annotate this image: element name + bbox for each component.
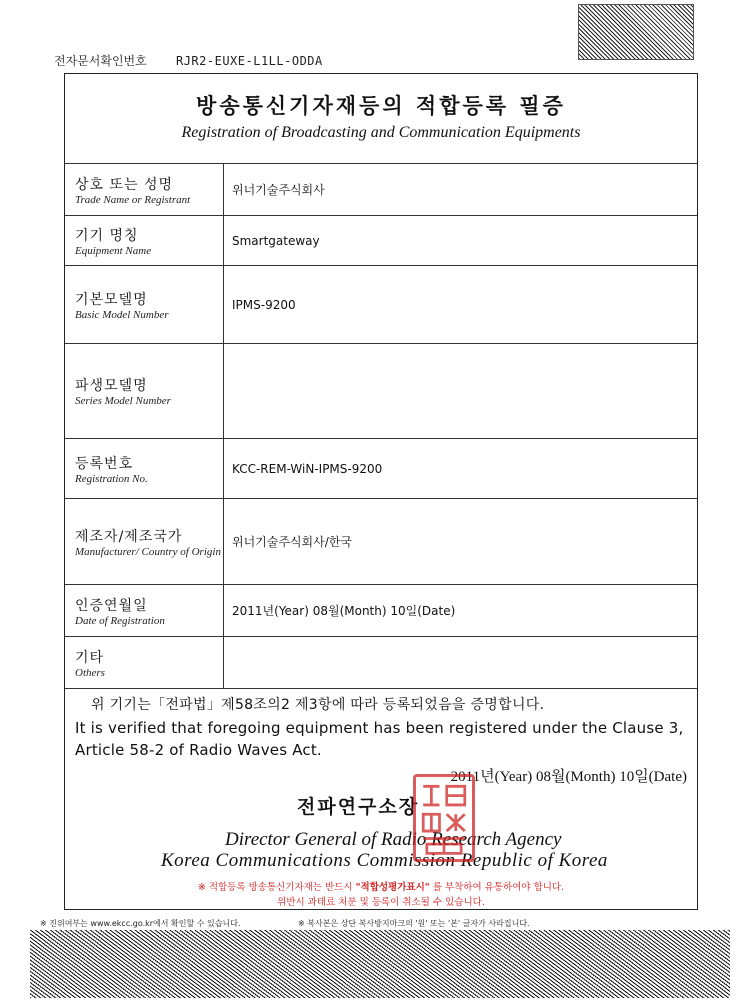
row-label-ko: 인증연월일 bbox=[75, 597, 148, 614]
verification-en: It is verified that foregoing equipment has been registered under the Clause 3, Article 58-2 of Radio Waves Act. bbox=[75, 719, 684, 759]
certificate-frame bbox=[64, 73, 698, 910]
notice-line2: 위반시 과태료 처분 및 등록이 취소될 수 있습니다. bbox=[277, 897, 485, 908]
document-id bbox=[54, 52, 323, 69]
row-label-ko: 기본모델명 bbox=[75, 291, 148, 308]
copy-protection-mark bbox=[578, 4, 694, 60]
row-label-ko: 상호 또는 성명 bbox=[75, 176, 174, 193]
notice-text bbox=[65, 880, 697, 910]
notice-line1-emph: "적합성평가표시" bbox=[355, 882, 430, 893]
row-value: 2011년(Year) 08월(Month) 10일(Date) bbox=[224, 585, 698, 637]
row-value: IPMS-9200 bbox=[224, 266, 698, 344]
issuer-ko: 전파연구소장 bbox=[297, 796, 420, 818]
row-value: 위너기술주식회사/한국 bbox=[224, 499, 698, 585]
row-label-en: Basic Model Number bbox=[75, 308, 169, 321]
row-label-en: Series Model Number bbox=[75, 395, 171, 407]
anti-copy-pattern bbox=[30, 930, 730, 998]
row-value: KCC-REM-WiN-IPMS-9200 bbox=[224, 439, 698, 499]
row-label-ko: 파생모델명 bbox=[75, 378, 148, 394]
issuer-en-line2: Korea Communications Commission Republic of Korea bbox=[161, 850, 608, 871]
row-label-en: Manufacturer/ Country of Origin bbox=[75, 545, 221, 558]
table-row bbox=[65, 637, 697, 689]
document-id-value: RJR2-EUXE-L1LL-ODDA bbox=[175, 54, 323, 68]
row-value bbox=[224, 344, 698, 439]
notice-line1-pre: ※ 적합등록 방송통신기자재는 반드시 bbox=[197, 882, 353, 893]
row-label-ko: 기기 명칭 bbox=[75, 227, 139, 244]
issuer-en-line1: Director General of Radio Research Agency bbox=[225, 829, 562, 850]
table-row bbox=[65, 344, 697, 439]
row-value: Smartgateway bbox=[224, 216, 698, 266]
row-label-en: Trade Name or Registrant bbox=[75, 193, 191, 206]
row-label-en: Others bbox=[75, 666, 105, 679]
issue-date: 2011년(Year) 08월(Month) 10일(Date) bbox=[450, 769, 687, 785]
row-label-ko: 제조자/제조국가 bbox=[75, 528, 183, 545]
row-value: 위너기술주식회사 bbox=[224, 164, 698, 216]
table-row bbox=[65, 164, 697, 216]
seal-glyph-icon bbox=[416, 777, 472, 859]
verification-ko: 위 기기는「전파법」제58조의2 제3항에 따라 등록되었음을 증명합니다. bbox=[91, 697, 545, 713]
footnote-copy: ※ 복사본은 상단 복사방지마크의 '원' 또는 '본' 글자가 사라집니다. bbox=[298, 919, 530, 928]
row-value bbox=[224, 637, 698, 689]
row-label-ko: 기타 bbox=[75, 649, 105, 666]
table-row bbox=[65, 266, 697, 344]
notice-line1-post: 를 부착하여 유통하여야 합니다. bbox=[432, 882, 565, 893]
table-row bbox=[65, 499, 697, 585]
certificate-title-ko: 방송통신기자재등의 적합등록 필증 bbox=[196, 93, 566, 118]
official-seal-stamp bbox=[413, 774, 475, 862]
row-label-en: Date of Registration bbox=[75, 614, 165, 627]
table-row bbox=[65, 585, 697, 637]
footnote-verify: ※ 진위여부는 www.ekcc.go.kr에서 확인할 수 있습니다. bbox=[40, 919, 241, 928]
registration-table bbox=[65, 163, 697, 689]
row-label-en: Equipment Name bbox=[75, 244, 152, 257]
document-id-label: 전자문서확인번호 bbox=[54, 54, 147, 68]
table-row bbox=[65, 216, 697, 266]
row-label-ko: 등록번호 bbox=[75, 455, 134, 472]
certificate-title-en: Registration of Broadcasting and Communication Equipments bbox=[181, 124, 581, 141]
table-row bbox=[65, 439, 697, 499]
row-label-en: Registration No. bbox=[75, 472, 148, 485]
